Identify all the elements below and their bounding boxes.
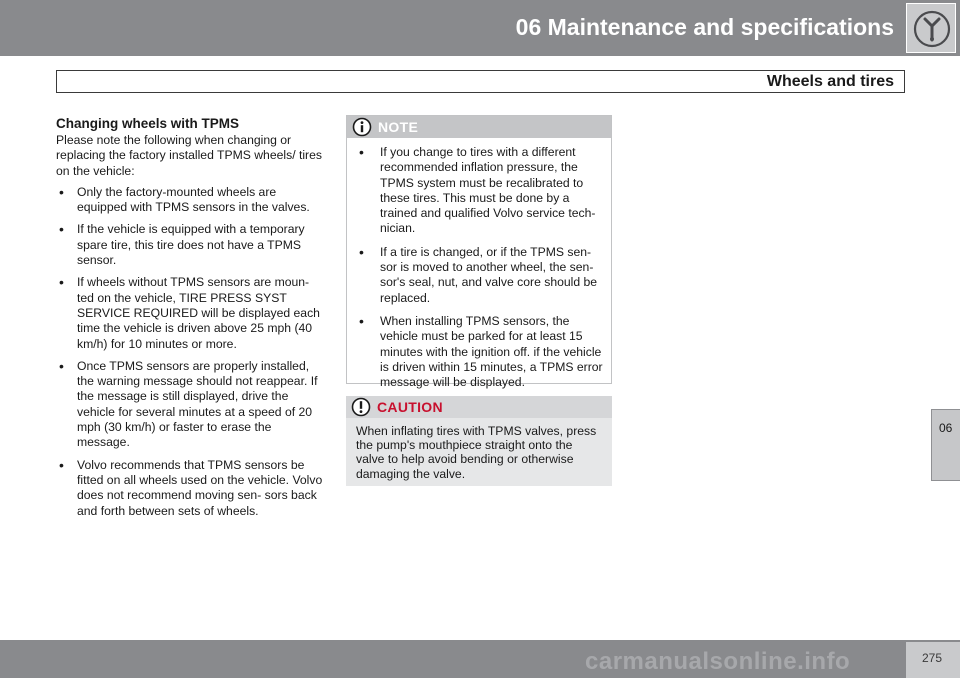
info-icon [352, 117, 372, 137]
chapter-icon-box [906, 3, 956, 53]
list-item: • When installing TPMS sensors, the vehicle must be parked for at least 15 minutes with the ignition off. if the vehicle is driven within 15 minutes, a TPMS error message will be displayed. [347, 314, 605, 390]
page-number-box [906, 642, 960, 678]
watermark: carmanualsonline.info [585, 648, 851, 675]
chapter-title: 06 Maintenance and specifications [515, 14, 894, 40]
caution-box [346, 396, 612, 486]
side-tab-label: 06 [939, 421, 953, 435]
caution-title: CAUTION [377, 399, 443, 415]
intro-paragraph: Please note the following when changing or replacing the factory installed TPMS wheels/ tires on the vehicle: [56, 133, 322, 178]
list-item: • Once TPMS sensors are properly installed, the warning message should not reappear. If the message is still displayed, drive the vehicle for several minutes at a speed of 20 mph (30 km/h) or faster to erase the message. [56, 359, 324, 451]
section-title: Wheels and tires [766, 73, 894, 90]
list-item: • Only the factory-mounted wheels are equipped with TPMS sensors in the valves. [56, 185, 324, 216]
list-item: • If wheels without TPMS sensors are moun- ted on the vehicle, TIRE PRESS SYST SERVICE REQUIRED will be displayed each time the vehicle is driven above 25 mph (40 km/h) for 10 minutes or more. [56, 275, 324, 351]
section-title-bar [56, 70, 905, 93]
page-number: 275 [922, 651, 943, 665]
note-header [347, 116, 611, 138]
note-box [346, 115, 612, 390]
list-item: • If you change to tires with a different recommended inflation pressure, the TPMS system must be recalibrated to these tires. This must be done by a trained and qualified Volvo service tech- nician. [347, 145, 605, 237]
wrench-icon [913, 10, 951, 48]
note-title: NOTE [378, 119, 419, 135]
left-column [56, 116, 324, 526]
list-item: • Volvo recommends that TPMS sensors be fitted on all wheels used on the vehicle. Volvo does not recommend moving sen- sors back and forth between sets of wheels. [56, 458, 324, 519]
section-heading: Changing wheels with TPMS [56, 116, 240, 131]
list-item: • If the vehicle is equipped with a temporary spare tire, this tire does not have a TPMS sensor. [56, 222, 324, 268]
header-bar [0, 0, 960, 56]
bullet-list [56, 185, 324, 519]
caution-header [346, 396, 612, 418]
caution-text: When inflating tires with TPMS valves, press the pump's mouthpiece straight onto the valve to help avoid bending or otherwise damaging the valve. [356, 424, 597, 481]
note-bullet-list [347, 145, 611, 390]
exclamation-icon [351, 397, 371, 417]
list-item: • If a tire is changed, or if the TPMS sen- sor is moved to another wheel, the sen- sor's seal, nut, and valve core should be replaced. [347, 245, 605, 306]
chapter-side-tab [931, 409, 960, 481]
